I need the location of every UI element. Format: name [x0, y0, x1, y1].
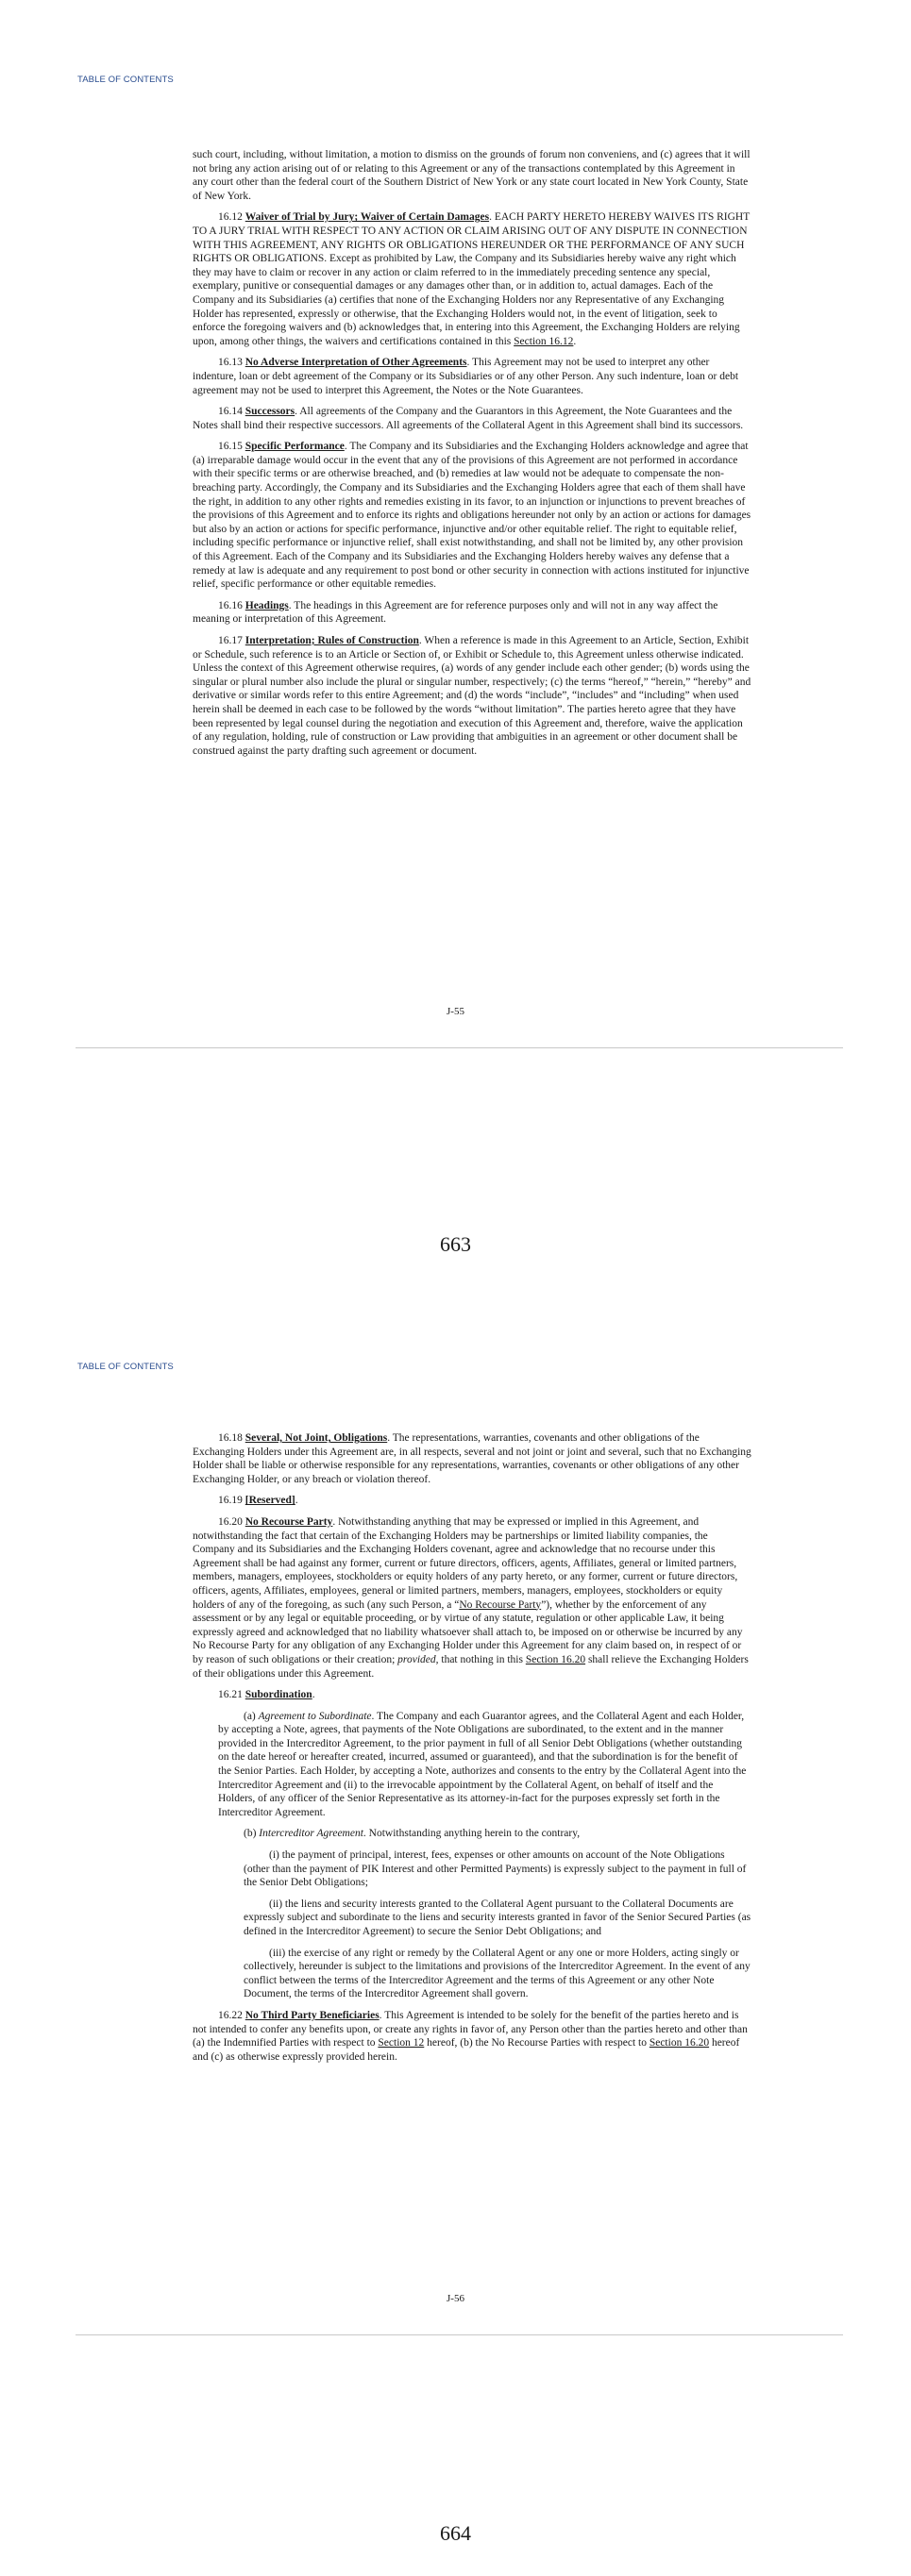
section-text: hereof and (c) as otherwise expressly provided herein. [193, 2037, 740, 2063]
clause-i: (i) the payment of principal, interest, fees, expenses or other amounts on account of the Note Obligations (other than the payment of PIK Interest and other Permitted Payments) is expressly subject to the payment in full of the Senior Debt Obligations; [244, 1849, 747, 1889]
section-heading: Successors [245, 406, 295, 418]
section-16-21 [193, 1688, 751, 1702]
section-reference: Section 12 [378, 2037, 425, 2049]
table-of-contents-link[interactable]: TABLE OF CONTENTS [77, 1362, 174, 1372]
section-text: , that nothing in this [435, 1653, 526, 1665]
punctuation: . [295, 1495, 298, 1507]
section-16-20 [193, 1515, 751, 1681]
section-heading: Interpretation; Rules of Construction [245, 635, 419, 646]
subsection-heading: Agreement to Subordinate [258, 1710, 372, 1722]
subsection-b [218, 1827, 751, 1841]
page-label-j55: J-55 [447, 1006, 464, 1017]
section-16-18 [193, 1431, 751, 1486]
section-text: . This Agreement is intended to be solely for the benefit of the parties hereto and is not intended to confer any benefits upon, or create any rights in favor of, any Person other than the parties hereto and other than (a) the Indemnified Parties with respect to [193, 2009, 748, 2049]
section-text: . The Company and its Subsidiaries and the Exchanging Holders acknowledge and agree that (a) irreparable damage would occur in the event that any of the provisions of this Agreement are not performed in accordance with their specific terms or are otherwise breached, and (b) remedies at law would not be adequate to compensate the non-breaching party. Accordingly, the Company and its Subsidiaries and the Exchanging Holders agree that each of them shall have the right, in addition to any other rights and remedies existing in its favor, to an injunction or injunctions to prevent breaches of the provisions of this Agreement and to enforce its rights and obligations hereunder not only by an action or actions for damages but also by an action or actions for specific performance, injunctive and/or other equitable relief. The right to equitable relief, including specific performance or injunctive relief, shall exist notwithstanding, and shall not be limited by, any other provision of this Agreement. Each of the Company and its Subsidiaries and the Exchanging Holders hereby waives any defense that a remedy at law is adequate and any requirement to post bond or other security in connection with actions instituted for injunctive relief, specific performance or other equitable remedies. [193, 441, 751, 591]
subsection-text: . The Company and each Guarantor agrees, and the Collateral Agent and each Holder, by accepting a Note, agrees, that payments of the Note Obligations are subordinated, to the extent and in the manner provided in the Intercreditor Agreement, to the prior payment in full of all Senior Debt Obligations (whether outstanding on the date hereof or hereafter created, incurred, assumed or guaranteed), and that the subordination is for the benefit of the Senior Parties. Each Holder, by accepting a Note, authorizes and consents to the entry by the Collateral Agent into the Intercreditor Agreement and (ii) to the irrevocable appointment by the Collateral Agent, on behalf of itself and the Holders, of any officer of the Senior Representative as its attorney-in-fact for the purposes expressly set forth in the Intercreditor Agreement. [218, 1710, 747, 1818]
section-16-19 [193, 1494, 751, 1508]
page-664-body [193, 1431, 751, 2071]
section-heading: No Third Party Beneficiaries [245, 2009, 380, 2021]
section-number: 16.16 [218, 599, 243, 611]
section-number: 16.20 [218, 1515, 243, 1528]
section-heading: Specific Performance [245, 441, 345, 453]
section-heading: Headings [245, 599, 289, 611]
section-heading: Waiver of Trial by Jury; Waiver of Certain Damages [245, 211, 490, 224]
section-number: 16.17 [218, 635, 243, 646]
page-number-663: 663 [440, 1232, 471, 1256]
subsection-text: . Notwithstanding anything herein to the contrary, [363, 1828, 581, 1840]
subsection-label: (a) [244, 1710, 259, 1722]
subsection-heading: Intercreditor Agreement [259, 1828, 363, 1840]
section-number: 16.19 [218, 1495, 243, 1507]
table-of-contents-link[interactable]: TABLE OF CONTENTS [77, 75, 174, 85]
section-text: . Notwithstanding anything that may be expressed or implied in this Agreement, and notwithstanding the fact that certain of the Exchanging Holders may be partnerships or limited liability companies, the Company and its Subsidiaries and the Exchanging Holders covenant, agree and acknowledge that no recourse under this Agreement shall be had against any former, current or future directors, officers, agents, Affiliates, general or limited partners, members, managers, employees, stockholders or equity holders of any party hereto, or any former, current or future directors, officers, agents, Affiliates, employees, general or limited partners, members, managers, employees, stockholders or equity holders of any of the foregoing, as such (any such Person, a “ [193, 1515, 738, 1611]
section-16-15 [193, 440, 751, 592]
subsection-label: (b) [244, 1828, 260, 1840]
section-heading: No Adverse Interpretation of Other Agreements [245, 357, 467, 369]
clause-iii: (iii) the exercise of any right or remedy by the Collateral Agent or any one or more Holders, acting singly or collectively, hereunder is subject to the limitations and provisions of the Intercreditor Agreement. In the event of any conflict between the terms of the Intercreditor Agreement and the terms of this Agreement or any other Note Document, the terms of the Intercreditor Agreement shall govern. [244, 1947, 751, 2000]
page-divider [76, 1047, 843, 1048]
punctuation: . [312, 1689, 315, 1701]
page-number-664: 664 [440, 2521, 471, 2545]
page-label-j56: J-56 [447, 2293, 464, 2304]
subsection-a [218, 1710, 751, 1820]
section-text: hereof, (b) the No Recourse Parties with respect to [424, 2037, 650, 2049]
section-number: 16.21 [218, 1689, 243, 1701]
section-reference: Section 16.20 [525, 1653, 586, 1665]
defined-term: No Recourse Party [459, 1598, 542, 1611]
section-heading: [Reserved] [245, 1495, 295, 1507]
section-16-12 [193, 210, 751, 348]
section-number: 16.14 [218, 406, 243, 418]
section-text: shall relieve the Exchanging Holders of their obligations under this Agreement. [193, 1653, 749, 1680]
section-text: ”), whether by the enforcement of any assessment or by any legal or equitable proceeding, or by virtue of any statute, regulation or other applicable Law, it being expressly agreed and acknowledged that no liability whatsoever shall attach to, be imposed on or otherwise be incurred by any No Recourse Party for any obligation of any Exchanging Holder under this Agreement for any claim based on, in respect of or by reason of such obligations or their creation; [193, 1598, 743, 1665]
section-heading: Subordination [245, 1689, 312, 1701]
clause-ii: (ii) the liens and security interests granted to the Collateral Agent pursuant to the Collateral Documents are expressly subject and subordinate to the liens and security interests granted in favor of the Senior Secured Parties (as defined in the Intercreditor Agreement) to secure the Senior Debt Obligations; and [244, 1898, 751, 1937]
section-text: . This Agreement may not be used to interpret any other indenture, loan or debt agreement of the Company or its Subsidiaries or of any other Person. Any such indenture, loan or debt agreement may not be used to interpret this Agreement, the Notes or the Note Guarantees. [193, 357, 739, 396]
section-heading: Several, Not Joint, Obligations [245, 1432, 388, 1444]
section-number: 16.22 [218, 2009, 243, 2021]
page-divider [76, 2334, 843, 2335]
section-16-13 [193, 356, 751, 397]
section-text: . The representations, warranties, covenants and other obligations of the Exchanging Holders under this Agreement are, in all respects, several and not joint or joint and several, such that no Exchanging Holder shall be liable or otherwise responsible for any representations, warranties, covenants or other obligations of any other Exchanging Holder, or any breach or violation thereof. [193, 1432, 751, 1485]
italic-term: provided [397, 1653, 436, 1665]
section-number: 16.13 [218, 357, 243, 369]
section-16-17 [193, 634, 751, 758]
section-heading: No Recourse Party [245, 1515, 333, 1528]
section-text: . EACH PARTY HERETO HEREBY WAIVES ITS RIGHT TO A JURY TRIAL WITH RESPECT TO ANY ACTION OR CLAIM ARISING OUT OF ANY DISPUTE IN CONNECTION WITH THIS AGREEMENT, ANY RIGHTS OR OBLIGATIONS HEREUNDER OR THE PERFORMANCE OF ANY SUCH RIGHTS OR OBLIGATIONS. Except as prohibited by Law, the Company and its Subsidiaries hereby waive any right which they may have to claim or recover in any action or claim referred to in the immediately preceding sentence any special, exemplary, punitive or consequential damages or any damages other than, or in addition to, actual damages. Each of the Company and its Subsidiaries (a) certifies that none of the Exchanging Holders nor any Representative of any Exchanging Holder has represented, expressly or otherwise, that the Exchanging Holders would not, in the event of litigation, seek to enforce the foregoing waivers and (b) acknowledges that, in entering into this Agreement, the Exchanging Holders are relying upon, among other things, the waivers and certifications contained in this [193, 211, 751, 347]
section-16-14 [193, 405, 751, 432]
section-text: . The headings in this Agreement are for reference purposes only and will not in any way affect the meaning or interpretation of this Agreement. [193, 599, 718, 626]
page-663-body [193, 148, 751, 765]
section-text: . When a reference is made in this Agreement to an Article, Section, Exhibit or Schedule, such reference is to an Article or Section of, or Exhibit or Schedule to, this Agreement unless otherwise indicated. Unless the context of this Agreement otherwise requires, (a) words of any gender include each other gender; (b) words using the singular or plural number also include the plural or singular number, respectively; (c) the terms “hereof,” “herein,” “hereby” and derivative or similar words refer to this entire Agreement; and (d) the words “include”, “includes” and “including” when used herein shall be deemed in each case to be followed by the words “without limitation”. The parties hereto agree that they have been represented by legal counsel during the negotiation and execution of this Agreement and, therefore, waive the application of any regulation, holding, rule of construction or Law providing that ambiguities in an agreement or other document shall be construed against the party drafting such agreement or document. [193, 635, 751, 757]
section-reference: Section 16.20 [649, 2037, 710, 2049]
section-number: 16.12 [218, 211, 243, 224]
punctuation: . [573, 335, 577, 347]
section-16-22 [193, 2009, 751, 2064]
paragraph-continuation: such court, including, without limitation, a motion to dismiss on the grounds of forum non conveniens, and (c) agrees that it will not bring any action arising out of or relating to this Agreement or any of the transactions contemplated by this Agreement in any court other than the federal court of the Southern District of New York or any state court located in New York County, State of New York. [193, 149, 751, 202]
section-number: 16.15 [218, 441, 243, 453]
section-reference: Section 16.12 [514, 335, 574, 347]
section-text: . All agreements of the Company and the Guarantors in this Agreement, the Note Guarantees and the Notes shall bind their respective successors. All agreements of the Collateral Agent in this Agreement shall bind its successors. [193, 406, 744, 431]
section-16-16 [193, 599, 751, 627]
section-number: 16.18 [218, 1432, 243, 1444]
